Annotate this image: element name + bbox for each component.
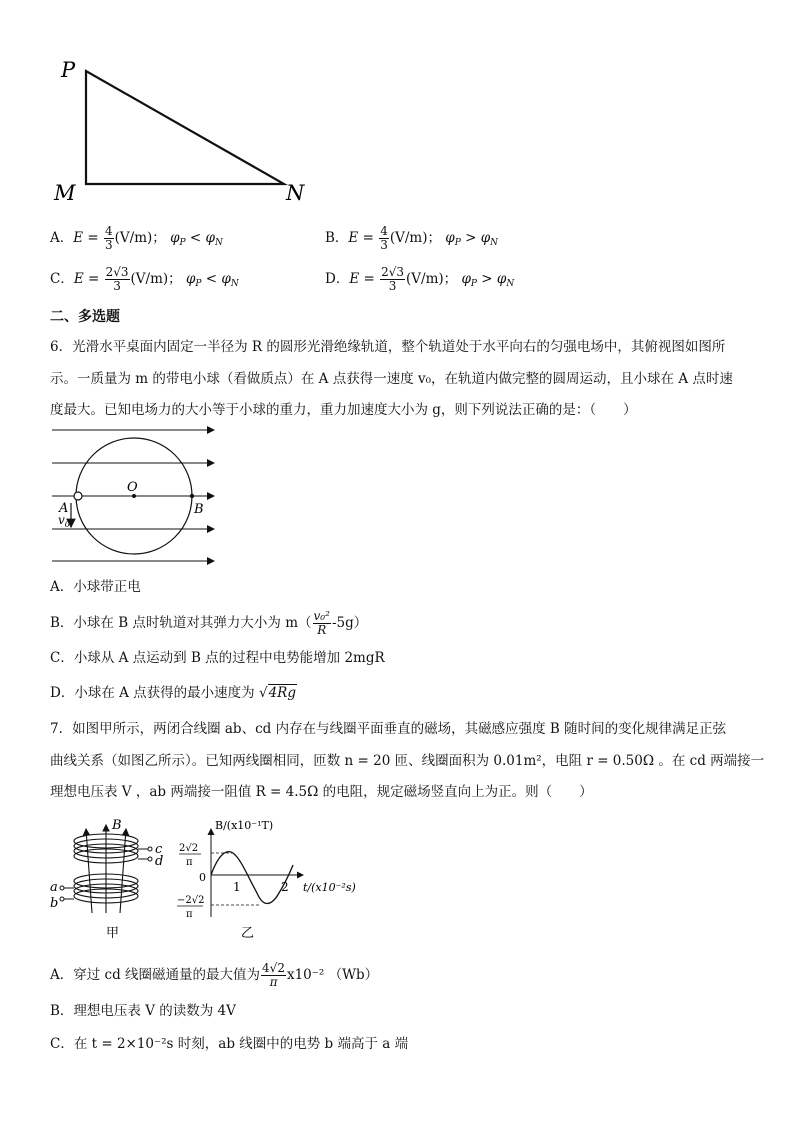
terminal-a xyxy=(60,886,64,890)
q5-option-c: C．E = $\frac{2√3}{3}$ (V/m)； $\varphi_P < \varphi_N$ xyxy=(50,265,239,293)
triangle-figure xyxy=(50,55,320,210)
label-n: N xyxy=(286,181,305,205)
label-b: B xyxy=(194,502,204,517)
q7-line-1: 7．如图甲所示，两闭合线圈 ab、cd 内存在与线圈平面垂直的磁场，其磁感应强度 B 随时间的变化规律满足正弦 xyxy=(50,721,727,737)
coil-figure xyxy=(48,815,168,945)
label-a: A xyxy=(59,501,69,516)
label-o: O xyxy=(127,480,138,495)
x-label: t/(x10⁻²s) xyxy=(303,881,356,894)
y-bot-num: −2√2 xyxy=(177,895,205,906)
y-bot-den: π xyxy=(186,909,193,920)
label-b: b xyxy=(50,896,59,911)
label-d: d xyxy=(155,854,164,869)
sine-graph-figure xyxy=(175,815,375,945)
q7-option-c: C．在 t = 2×10⁻²s 时刻，ab 线圈中的电势 b 端高于 a 端 xyxy=(50,1036,409,1052)
q6-line-1: 6．光滑水平桌面内固定一半径为 R 的圆形光滑绝缘轨道，整个轨道处于水平向右的匀强电场中，其俯视图如图所 xyxy=(50,339,726,355)
q7-option-b: B．理想电压表 V 的读数为 4V xyxy=(50,1003,236,1019)
q7-line-3: 理想电压表 V ，ab 两端接一阻值 R = 4.5Ω 的电阻，规定磁场竖直向上为正。则（ ） xyxy=(50,784,593,800)
x-tick-1: 1 xyxy=(233,880,241,894)
label-a: a xyxy=(50,880,58,895)
field-arrow xyxy=(120,829,126,913)
label-v0: $v_0$ xyxy=(58,513,70,529)
terminal-b xyxy=(60,897,64,901)
q6-option-c: C．小球从 A 点运动到 B 点的过程中电势能增加 2mgR xyxy=(50,650,385,666)
q6-line-3: 度最大。已知电场力的大小等于小球的重力，重力加速度大小为 g，则下列说法正确的是：（ ） xyxy=(50,402,637,418)
point-b xyxy=(190,494,194,498)
y-label: B/(x10⁻¹T) xyxy=(215,819,274,832)
q6-option-b: B．小球在 B 点时轨道对其弹力大小为 m（ $\frac{\text{v₀²}}{R}$ -5g） xyxy=(50,609,368,637)
ball-a xyxy=(74,492,82,500)
q7-line-2: 曲线关系（如图乙所示）。已知两线圈相同，匝数 n = 20 匝、线圈面积为 0.01m²，电阻 r = 0.50Ω 。在 cd 两端接一 xyxy=(50,753,765,769)
q6-option-a: A．小球带正电 xyxy=(50,579,141,595)
q5-option-d: D．E = $\frac{2√3}{3}$ (V/m)； $\varphi_P > \varphi_N$ xyxy=(325,265,515,293)
q6-line-2: 示。一质量为 m 的带电小球（看做质点）在 A 点获得一速度 v₀，在轨道内做完整的圆周运动，且小球在 A 点时速 xyxy=(50,371,733,387)
x-tick-2: 2 xyxy=(281,880,289,894)
label-p: P xyxy=(61,58,76,82)
label-B: B xyxy=(112,818,122,833)
q6-option-d: D．小球在 A 点获得的最小速度为 √4Rg xyxy=(50,685,296,701)
sine-curve xyxy=(211,852,293,904)
label-c: c xyxy=(155,842,163,857)
y-top-num: 2√2 xyxy=(179,843,199,854)
circle-field-figure xyxy=(50,423,225,573)
y-top-den: π xyxy=(186,857,193,868)
field-arrow xyxy=(86,829,92,913)
terminal-d xyxy=(148,857,152,861)
triangle-pmn xyxy=(86,71,284,184)
caption-jia: 甲 xyxy=(106,926,120,941)
section-title: 二、多选题 xyxy=(50,309,120,325)
q7-option-a: A．穿过 cd 线圈磁通量的最大值为 $\frac{4√2}{\pi}$ x10⁻² （Wb） xyxy=(50,961,379,989)
caption-yi: 乙 xyxy=(241,926,255,941)
q5-option-b: B．E = $\frac{4}{3}$ (V/m)； $\varphi_P > \varphi_N$ xyxy=(325,224,499,252)
y-zero: 0 xyxy=(199,871,206,884)
terminal-c xyxy=(148,847,152,851)
label-m: M xyxy=(54,181,76,205)
q5-option-a: A．E = $\frac{4}{3}$ (V/m)； $\varphi_P < \varphi_N$ xyxy=(50,224,223,252)
